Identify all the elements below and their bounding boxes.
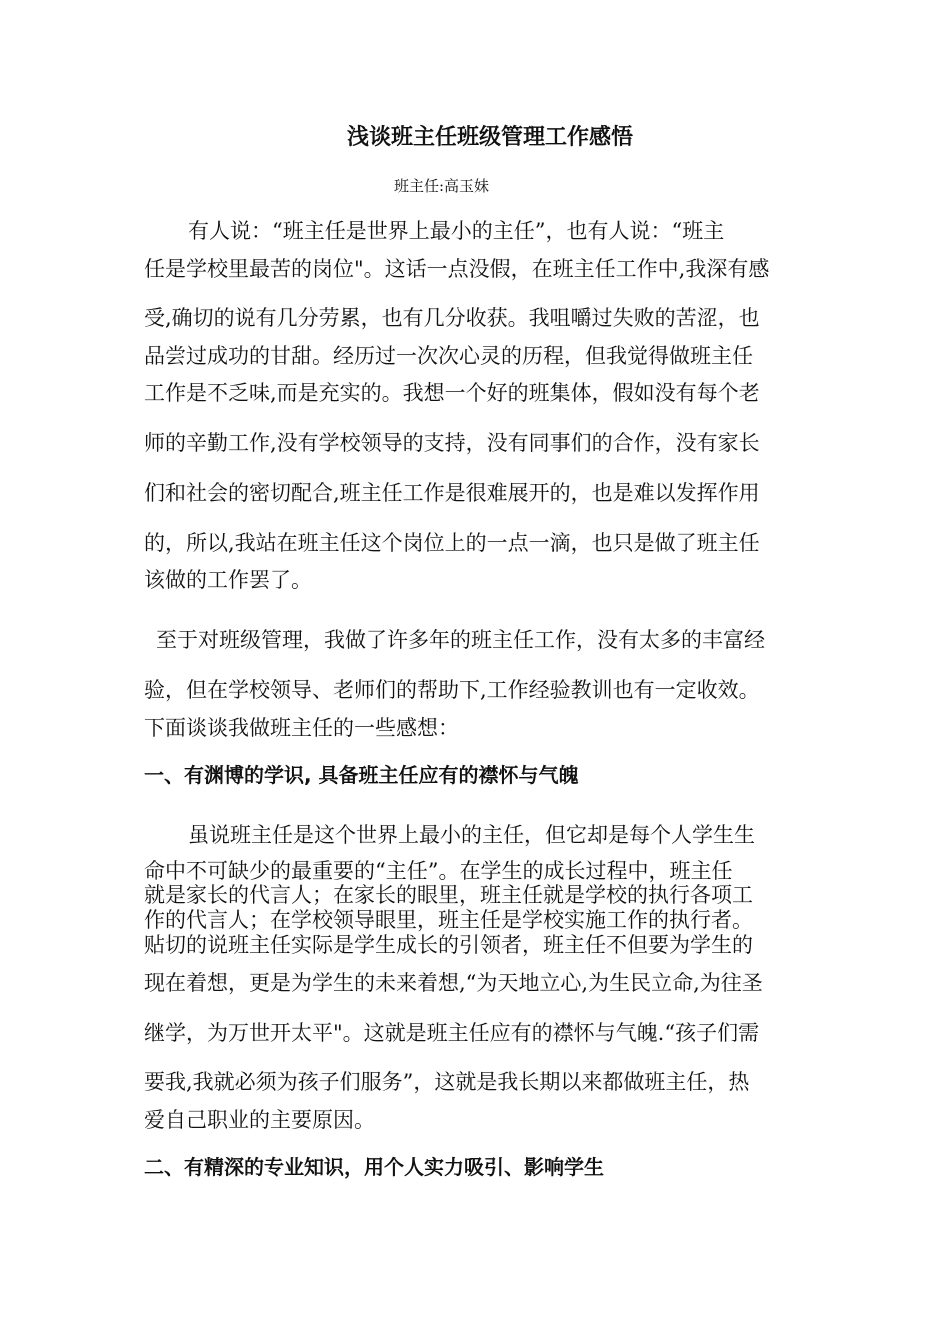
- paragraph1-line: 品尝过成功的甘甜。经历过一次次心灵的历程，但我觉得做班主任: [144, 344, 753, 368]
- paragraph3-line: 虽说班主任是这个世界上最小的主任，但它却是每个人学生生: [188, 823, 755, 847]
- section-heading-2: 二、有精深的专业知识，用个人实力吸引、影响学生: [144, 1155, 604, 1179]
- paragraph1-line: 们和社会的密切配合,班主任工作是很难展开的，也是难以发挥作用: [144, 481, 760, 505]
- section-heading-1: 一、有渊博的学识, 具备班主任应有的襟怀与气魄: [144, 763, 579, 787]
- paragraph2-line: 验，但在学校领导、老师们的帮助下,工作经验教训也有一定收效。: [144, 678, 760, 702]
- paragraph1-line: 的，所以,我站在班主任这个岗位上的一点一滴，也只是做了班主任: [144, 531, 760, 555]
- paragraph1-line: 受,确切的说有几分劳累，也有几分收获。我咀嚼过失败的苦涩，也: [144, 306, 760, 330]
- paragraph3-line: 继学，为万世开太平"。这就是班主任应有的襟怀与气魄.“孩子们需: [144, 1021, 760, 1045]
- paragraph1-line: 任是学校里最苦的岗位"。这话一点没假，在班主任工作中,我深有感: [144, 257, 770, 281]
- paragraph3-line: 就是家长的代言人；在家长的眼里，班主任就是学校的执行各项工: [144, 883, 753, 907]
- paragraph3-line: 爱自己职业的主要原因。: [144, 1108, 375, 1132]
- paragraph2-line: 下面谈谈我做班主任的一些感想：: [144, 716, 459, 740]
- paragraph3-line: 作的代言人；在学校领导眼里，班主任是学校实施工作的执行者。: [144, 908, 753, 932]
- paragraph3-line: 要我,我就必须为孩子们服务”，这就是我长期以来都做班主任，热: [144, 1070, 750, 1094]
- paragraph1-line: 有人说：“班主任是世界上最小的主任”，也有人说：“班主: [188, 219, 725, 243]
- paragraph3-line: 命中不可缺少的最重要的“主任”。在学生的成长过程中，班主任: [144, 859, 733, 883]
- paragraph3-line: 现在着想，更是为学生的未来着想,“为天地立心,为生民立命,为往圣: [144, 971, 763, 995]
- author-line: 班主任:高玉妹: [394, 177, 490, 195]
- paragraph1-line: 师的辛勤工作,没有学校领导的支持，没有同事们的合作，没有家长: [144, 431, 760, 455]
- paragraph1-line: 该做的工作罢了。: [144, 568, 312, 592]
- document-title: 浅谈班主任班级管理工作感悟: [346, 125, 633, 150]
- paragraph3-line: 贴切的说班主任实际是学生成长的引领者，班主任不但要为学生的: [144, 933, 753, 957]
- paragraph2-line: 至于对班级管理，我做了许多年的班主任工作，没有太多的丰富经: [156, 628, 765, 652]
- paragraph1-line: 工作是不乏味,而是充实的。我想一个好的班集体，假如没有每个老: [144, 381, 760, 405]
